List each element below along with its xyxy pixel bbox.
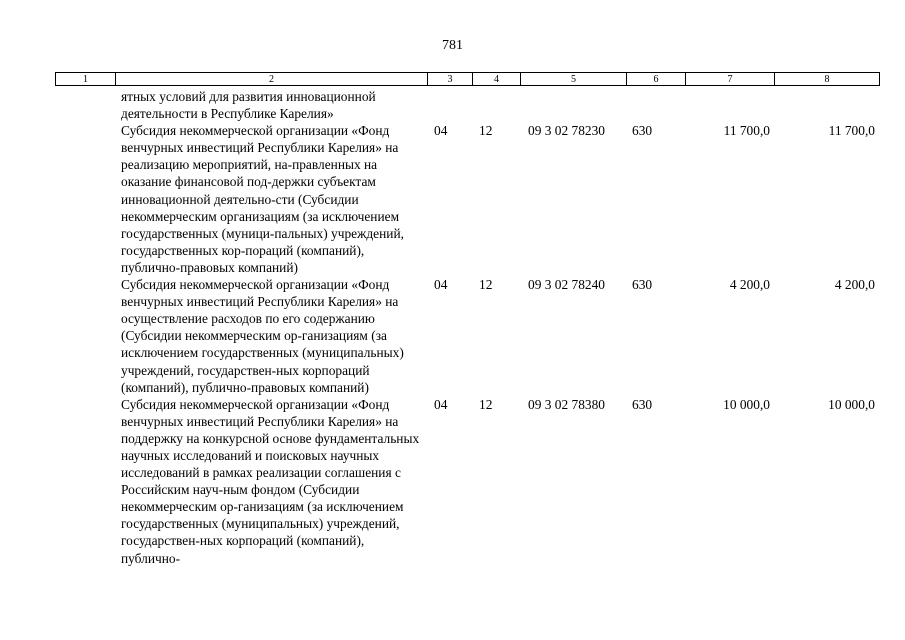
row-subsection	[472, 88, 520, 122]
header-col-6: 6	[627, 73, 686, 86]
header-row	[56, 73, 880, 86]
header-col-8: 8	[775, 73, 880, 86]
table-row	[55, 276, 879, 396]
row-expense-type: 630	[632, 277, 653, 293]
row-sum-1	[685, 88, 774, 122]
row-expense-type: 630	[632, 123, 653, 139]
row-target-article: 09 3 02 78230	[528, 123, 605, 139]
column-number-header	[55, 72, 880, 86]
page-number: 781	[442, 38, 463, 53]
row-sum-2: 4 200,0	[834, 277, 875, 293]
row-target-article	[520, 88, 626, 122]
row-subsection: 12	[479, 277, 493, 293]
header-col-1: 1	[56, 73, 116, 86]
row-sum-2	[774, 88, 879, 122]
row-sum-1: 10 000,0	[723, 396, 770, 412]
row-name: ятных условий для развития инновационной деятельности в Республике Карелия»	[121, 89, 376, 122]
row-section	[427, 88, 472, 122]
row-name: Субсидия некоммерческой организации «Фонд венчурных инвестиций Республики Карелия» на осуществление расходов по его содержанию (Субсидии некоммерческим ор-ганизациям (за исключением государственных (муниципальных) учреждений, государствен-ных корпораций (компаний), публично-правовых компаний)	[121, 277, 404, 395]
row-section: 04	[434, 277, 448, 293]
table-row	[55, 122, 879, 276]
budget-table	[55, 88, 879, 567]
header-col-3: 3	[428, 73, 473, 86]
row-sum-1: 11 700,0	[723, 123, 770, 139]
table-row	[55, 88, 879, 122]
header-col-4: 4	[473, 73, 521, 86]
row-target-article: 09 3 02 78380	[528, 396, 605, 412]
row-section: 04	[434, 396, 448, 412]
table-row	[55, 396, 879, 567]
row-sum-1: 4 200,0	[729, 277, 770, 293]
row-name: Субсидия некоммерческой организации «Фонд венчурных инвестиций Республики Карелия» на поддержку на конкурсной основе фундаментальных научных исследований и поисковых научных исследований в рамках реализации соглашения с Российским науч-ным фондом (Субсидии некоммерческим ор-ганизациям (за исключением государственных (муниципальных) учреждений, государствен-ных корпораций (компаний), публично-	[121, 396, 420, 566]
header-col-5: 5	[521, 73, 627, 86]
row-section: 04	[434, 123, 448, 139]
header-col-2: 2	[116, 73, 428, 86]
row-subsection: 12	[479, 396, 493, 412]
row-subsection: 12	[479, 123, 493, 139]
row-target-article: 09 3 02 78240	[528, 277, 605, 293]
row-name: Субсидия некоммерческой организации «Фонд венчурных инвестиций Республики Карелия» на реализацию мероприятий, на-правленных на оказание финансовой под-держки субъектам инновационной деятельно-сти (Субсидии некоммерческим организациям (за исключением государственных (муници-пальных) учреждений, государственных кор-пораций (компаний), публично-правовых компаний)	[121, 123, 404, 275]
row-sum-2: 10 000,0	[828, 396, 875, 412]
row-expense-type	[626, 88, 685, 122]
row-expense-type: 630	[632, 396, 653, 412]
row-sum-2: 11 700,0	[828, 123, 875, 139]
header-col-7: 7	[686, 73, 775, 86]
